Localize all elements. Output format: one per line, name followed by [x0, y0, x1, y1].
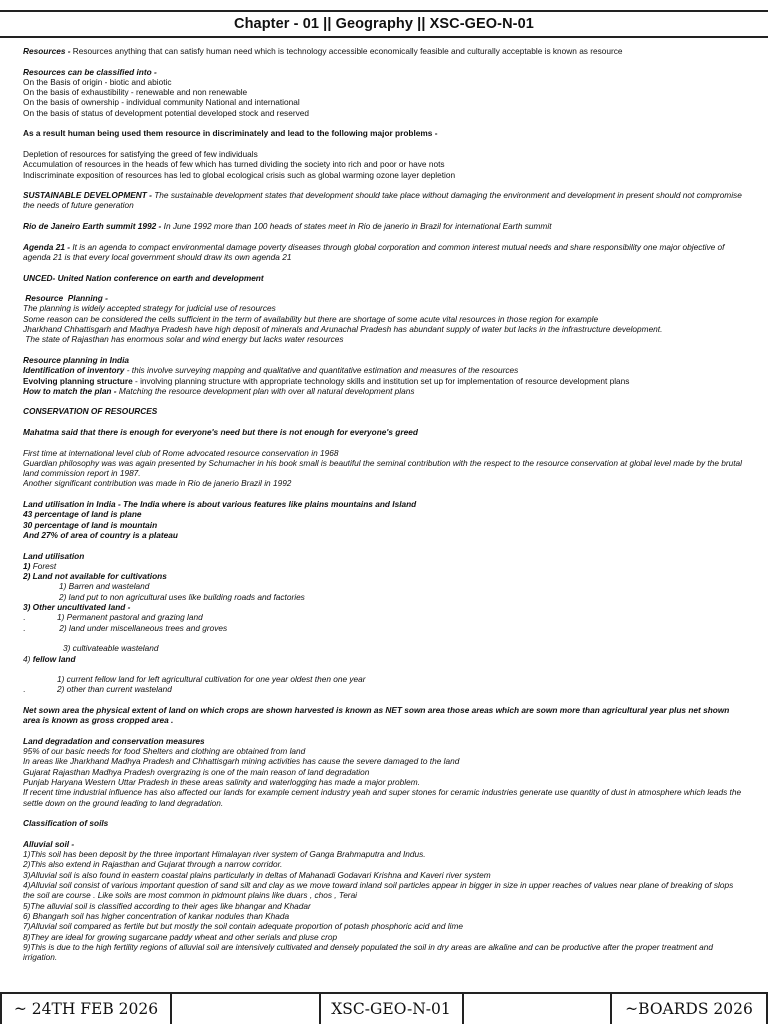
problems-heading: As a result human being used them resource in discriminately and lead to the following major problems - [23, 128, 438, 139]
rio-term: Rio de Janeiro Earth summit 1992 - [23, 221, 162, 232]
lu-sub-item: 1) current fellow land for left agricultural cultivation for one year oldest then one year [57, 674, 366, 685]
india-heading: Resource planning in India [23, 354, 130, 365]
classified-item: On the basis of exhaustibility - renewable and non renewable [23, 87, 248, 98]
lu-sub-item: 3) cultivateable wasteland [63, 643, 159, 654]
planning-item: Jharkhand Chhattisgarh and Madhya Pradesh have high deposit of minerals and Arunachal Pradesh has abundant supply of water but lacks in the infrastructure development. [23, 324, 663, 335]
dot-marker: . [23, 622, 26, 633]
unced-line: UNCED- United Nation conference on earth and development [23, 272, 264, 283]
sustainable-para [23, 190, 747, 211]
degradation-item: Punjab Haryana Western Uttar Pradesh in these areas salinity and waterlogging has made a major problem. [23, 777, 420, 788]
classified-item: On the Basis of origin - biotic and abiotic [23, 76, 172, 87]
classified-item: On the basis of status of development potential developed stock and reserved [23, 107, 309, 118]
conservation-heading: CONSERVATION OF RESOURCES [23, 406, 158, 417]
alluvial-item: 4)Alluvial soil consist of various important question of sand silt and clay as we move toward inland soil particles appear in bigger in size in upper reaches of values near plane of breaking of slops the soil are course . Like soils are most common in pidmount plains like duars , chos , Terai [23, 880, 734, 901]
lu-item-4-num: 4) [23, 653, 31, 664]
lu-sub-item: 1) Permanent pastoral and grazing land [57, 612, 203, 623]
agenda-definition: It is an agenda to compact environmental damage poverty diseases through global corporation and common interest mutual needs and share responsibility one major objective of agenda 21 is that every local government should draw its own agenda 21 [23, 241, 725, 262]
resources-para [23, 46, 747, 56]
alluvial-item: 3)Alluvial soil is also found in eastern coastal plains particularly in deltas of Mahanadi Godavari Krishna and Kaveri river system [23, 869, 491, 880]
land-stat: And 27% of area of country is a plateau [23, 529, 178, 540]
identification-term: Identification of inventory [23, 365, 125, 376]
degradation-item: Gujarat Rajasthan Madhya Pradesh overgrazing is one of the main reason of land degradation [23, 766, 370, 777]
lu-item-4-text: fellow land [30, 653, 76, 664]
history-item: Guardian philosophy was was again presented by Schumacher in his book small is beautiful the seminal contribution with the respect to the resource conservation at global level made by the brutal land commission report in 1987. [23, 457, 743, 479]
footer-date: ~ 24TH FEB 2026 [0, 994, 172, 1024]
lu-sub-row [23, 612, 747, 622]
land-stat: 30 percentage of land is mountain [23, 519, 158, 530]
classified-item: On the basis of ownership - individual community National and international [23, 97, 300, 108]
planning-item: The state of Rajasthan has enormous solar and wind energy but lacks water resources [23, 334, 344, 345]
footer-boards: ~BOARDS 2026 [610, 994, 768, 1024]
problems-item: Indiscriminate exposition of resources has led to global ecological crisis such as global warming ozone layer depletion [23, 169, 456, 180]
lu-sub-item: 2) other than current wasteland [57, 684, 172, 695]
lu-sub-row [23, 623, 747, 633]
dot-marker: . [23, 684, 26, 695]
alluvial-heading: Alluvial soil - [23, 838, 75, 849]
degradation-item: 95% of our basic needs for food Shelters and clothing are obtained from land [23, 746, 306, 757]
match-para [23, 386, 747, 396]
problems-item: Accumulation of resources in the heads of few which has turned dividing the society into rich and poor or have nots [23, 159, 445, 170]
lu-item-1-num: 1) [23, 560, 31, 571]
lu-item-1-text: Forest [30, 560, 57, 571]
mahatma-quote: Mahatma said that there is enough for everyone's need but there is not enough for everyone's greed [23, 426, 418, 437]
lu-heading: Land utilisation [23, 550, 85, 561]
lu-item-2: 2) Land not available for cultivations [23, 571, 167, 582]
planning-item: The planning is widely accepted strategy for judicial use of resources [23, 303, 276, 314]
alluvial-item: 7)Alluvial soil compared as fertile but but mostly the soil contain adequate proportion of potash phosphoric acid and lime [23, 921, 463, 932]
land-util-line: Land utilisation in India - The India where is about various features like plains mountains and Island [23, 499, 417, 510]
notes-body [23, 46, 747, 976]
planning-item: Some reason can be considered the cells sufficient in the term of availability but there are shortage of some acute vital resources in those region for example [23, 313, 599, 324]
lu-sub-item: 2) land under miscellaneous trees and groves [57, 622, 228, 633]
degradation-item: In areas like Jharkhand Madhya Pradesh and Chhattisgarh mining activities has cause the severe damaged to the land [23, 756, 460, 767]
classified-heading: Resources can be classified into - [23, 66, 157, 77]
sustainable-term: SUSTAINABLE DEVELOPMENT - [23, 190, 152, 201]
evolving-term: Evolving planning structure [23, 375, 133, 386]
footer-code: XSC-GEO-N-01 [319, 994, 464, 1024]
alluvial-item: 1)This soil has been deposit by the three important Himalayan river system of Ganga Brahmaputra and Indus. [23, 849, 426, 860]
alluvial-item: 5)The alluvial soil is classified according to their ages like bhangar and Khadar [23, 900, 311, 911]
lu-sub-row [23, 674, 747, 684]
match-term: How to match the plan - [23, 385, 117, 396]
alluvial-item: 8)They are ideal for growing sugarcane paddy wheat and other serials and pluse crop [23, 931, 338, 942]
page-footer [0, 992, 768, 1024]
agenda-para [23, 242, 747, 263]
planning-heading: Resource Planning - [23, 293, 108, 304]
evolving-definition: - involving planning structure with appropriate technology skills and institution set up for implementation of resource development plans [132, 375, 630, 386]
resources-definition: Resources anything that can satisfy human need which is technology accessible economically feasible and culturally acceptable is known as resource [70, 46, 623, 56]
history-item: First time at international level club of Rome advocated resource conservation in 1968 [23, 447, 339, 458]
lu-item-1 [23, 561, 747, 571]
identification-para [23, 365, 747, 375]
sustainable-definition: The sustainable development states that development should take place without damaging the environment and development in present should not compromise the needs of future generation [23, 190, 742, 211]
identification-definition: - this involve surveying mapping and qualitative and quantitative estimation and measures of the resources [124, 365, 519, 376]
lu-sub-item: 2) land put to non agricultural uses like building roads and factories [59, 591, 305, 602]
alluvial-item: 6) Bhangarh soil has higher concentration of kankar nodules than Khada [23, 910, 290, 921]
degradation-heading: Land degradation and conservation measures [23, 735, 205, 746]
net-sown-para: Net sown area the physical extent of land on which crops are shown harvested is known as NET sown area those areas which are sown more than agricultural year plus net shown area is known as gross cropped area . [23, 705, 730, 726]
lu-sub-row [23, 684, 747, 694]
resources-term: Resources - [23, 46, 71, 56]
rio-definition: In June 1992 more than 100 heads of states meet in Rio de janerio in Brazil for international Earth summit [161, 221, 552, 232]
page-header [0, 10, 768, 38]
history-item: Another significant contribution was made in Rio de janerio Brazil in 1992 [23, 478, 292, 489]
soils-heading: Classification of soils [23, 818, 109, 829]
evolving-para [23, 376, 747, 386]
lu-item-4 [23, 654, 747, 664]
dot-marker: . [23, 612, 26, 623]
match-definition: Matching the resource development plan with over all natural development plans [116, 385, 415, 396]
agenda-term: Agenda 21 - [23, 241, 71, 252]
problems-item: Depletion of resources for satisfying the greed of few individuals [23, 148, 258, 159]
rio-para [23, 221, 747, 231]
land-stat: 43 percentage of land is plane [23, 509, 142, 520]
alluvial-item: 2)This also extend in Rajasthan and Gujarat through a narrow corridor. [23, 859, 283, 870]
lu-sub-item: 1) Barren and wasteland [59, 581, 150, 592]
alluvial-item: 9)This is due to the high fertility regions of alluvial soil are intensively cultivated and densely populated the soil in dry areas are alkaline and can be productive after the proper treatment and irrigation. [23, 941, 713, 963]
chapter-title: Chapter - 01 || Geography || XSC-GEO-N-01 [234, 16, 534, 32]
degradation-item: If recent time industrial influence has also affected our lands for example cement industry yeah and super stones for ceramic industries generate use quantity of dust in atmosphere which leads the settle down on the ground leading to land degradation. [23, 787, 742, 808]
lu-item-3: 3) Other uncultivated land - [23, 602, 131, 613]
